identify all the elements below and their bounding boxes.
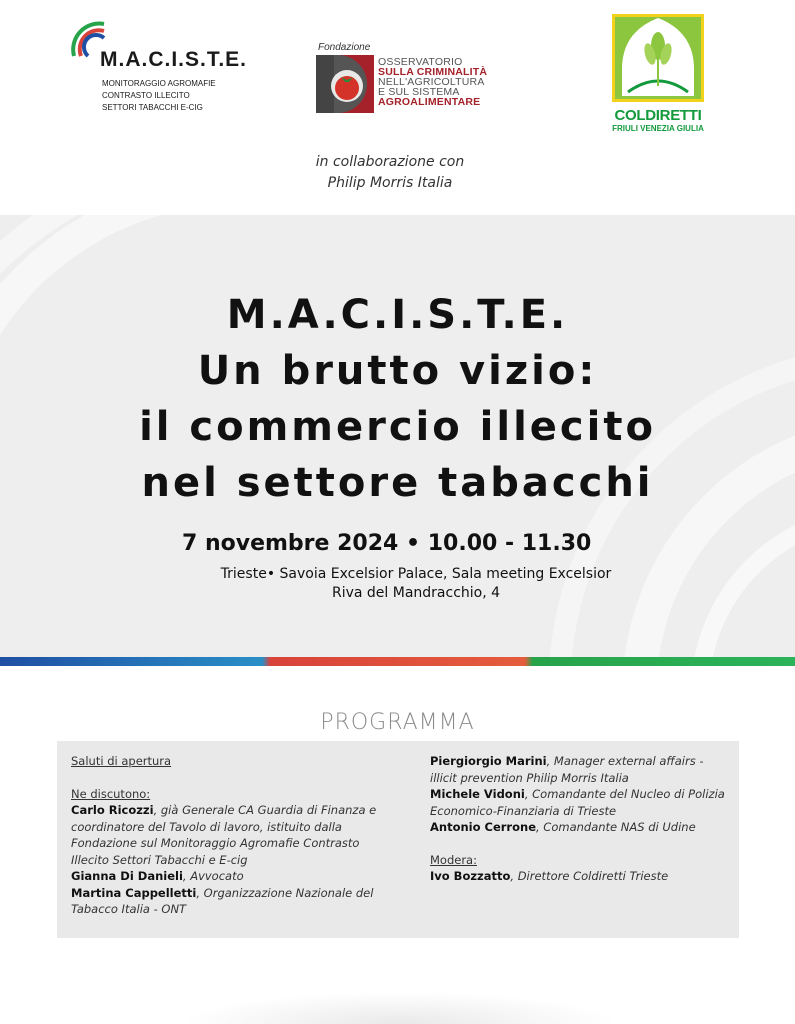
footer-decoration [180, 992, 620, 1024]
speaker-role: , già Generale CA Guardia di Finanza e coordinatore del Tavolo di lavoro, istituito dalla Fondazione sul Monitoraggio Agromafie Contrasto Illecito Settori Tabacchi e E-cig [71, 803, 377, 867]
collaboration-note [240, 152, 540, 194]
speaker-entry [430, 753, 730, 786]
title-line: Un brutto vizio: [197, 348, 598, 394]
fondazione-label: Fondazione [318, 42, 371, 53]
speaker-entry [71, 868, 391, 885]
osservatorio-wordmark [378, 57, 487, 107]
speaker-role: , Organizzazione Nazionale del Tabacco Italia - ONT [71, 885, 374, 916]
moderator-entry [430, 868, 730, 885]
wheat-shield-icon [612, 14, 704, 102]
programme-right-column [430, 753, 730, 885]
speaker-entry [71, 802, 391, 868]
speaker-role: , Comandante NAS di Udine [536, 820, 696, 834]
maciste-tagline-line: MONITORAGGIO AGROMAFIE [102, 79, 216, 88]
discuss-label: Ne discutono: [71, 786, 151, 801]
speaker-entry [71, 885, 391, 918]
osservatorio-line: OSSERVATORIO [378, 56, 463, 68]
speaker-name: Michele Vidoni [430, 787, 525, 801]
coldiretti-logo [610, 14, 710, 134]
title-line: nel settore tabacchi [141, 460, 654, 506]
title-line: il commercio illecito [139, 404, 656, 450]
event-venue [196, 565, 636, 603]
venue-address: Riva del Mandracchio, 4 [331, 585, 501, 601]
maciste-tagline-line: SETTORI TABACCHI E-CIG [102, 103, 203, 112]
collaboration-partner: Philip Morris Italia [327, 175, 453, 191]
maciste-brand: M.A.C.I.S.T.E. [100, 48, 248, 71]
collaboration-line: in collaborazione con [315, 154, 465, 170]
coldiretti-name: COLDIRETTI [614, 107, 702, 124]
speaker-entry [430, 819, 730, 836]
maciste-tagline-line: CONTRASTO ILLECITO [102, 91, 190, 100]
venue-line: Trieste• Savoia Excelsior Palace, Sala meeting Excelsior [220, 566, 612, 582]
moderator-role: , Direttore Coldiretti Trieste [510, 869, 669, 883]
programme-box [57, 741, 739, 938]
speaker-role: , Manager external affairs - illicit prevention Philip Morris Italia [430, 754, 704, 785]
programme-left-column [71, 753, 391, 918]
speaker-role: , Comandante del Nucleo di Polizia Economico-Finanziaria di Trieste [430, 787, 725, 818]
header [0, 0, 795, 215]
coldiretti-region: FRIULI VENEZIA GIULIA [612, 124, 704, 133]
maciste-tagline [102, 78, 216, 114]
maciste-logo [70, 18, 260, 118]
moderator-label: Modera: [430, 852, 477, 867]
opening-label: Saluti di apertura [71, 754, 172, 768]
speaker-entry [430, 786, 730, 819]
event-title [0, 287, 795, 511]
programme-heading: PROGRAMMA [320, 710, 475, 735]
color-stripe-divider [0, 657, 795, 666]
title-line: M.A.C.I.S.T.E. [226, 292, 569, 338]
speaker-role: , Avvocato [182, 869, 244, 883]
tomato-emblem-icon [316, 55, 374, 113]
osservatorio-line: SULLA CRIMINALITÀ [378, 66, 488, 78]
osservatorio-logo [316, 42, 506, 122]
osservatorio-line: AGROALIMENTARE [378, 96, 481, 108]
speaker-name: Martina Cappelletti [71, 885, 197, 900]
speaker-name: Piergiorgio Marini [430, 754, 547, 768]
speaker-name: Antonio Cerrone [430, 820, 536, 834]
osservatorio-line: E SUL SISTEMA [378, 86, 460, 98]
speaker-name: Gianna Di Danieli [71, 869, 183, 883]
moderator-name: Ivo Bozzatto [430, 869, 511, 883]
speaker-name: Carlo Ricozzi [71, 803, 154, 817]
hero-banner [0, 215, 795, 657]
osservatorio-line: NELL'AGRICOLTURA [378, 76, 485, 88]
event-datetime: 7 novembre 2024 • 10.00 - 11.30 [182, 531, 592, 556]
